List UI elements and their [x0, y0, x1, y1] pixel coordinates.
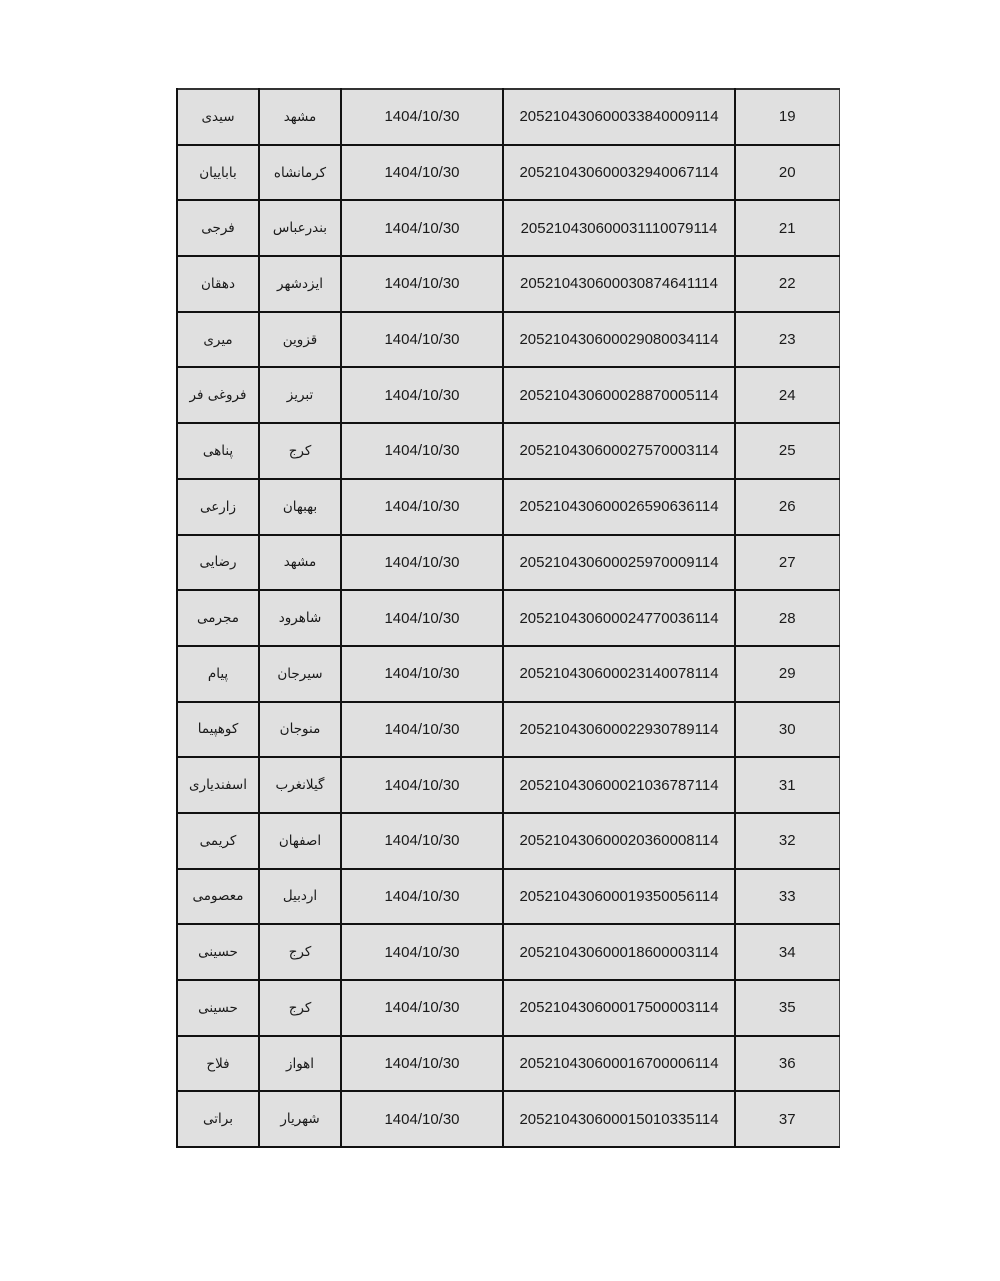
- table-row: [177, 1091, 839, 1147]
- table-row: [177, 312, 839, 368]
- city-cell: گیلانغرب: [259, 757, 341, 813]
- name-cell: حسینی: [177, 980, 259, 1036]
- table-row: [177, 145, 839, 201]
- index-cell: 21: [735, 200, 839, 256]
- table-row: [177, 367, 839, 423]
- name-cell: زارعی: [177, 479, 259, 535]
- city-cell: منوجان: [259, 702, 341, 758]
- city-cell: ایزدشهر: [259, 256, 341, 312]
- city-cell: قزوین: [259, 312, 341, 368]
- index-cell: 30: [735, 702, 839, 758]
- city-cell: بهبهان: [259, 479, 341, 535]
- table-row: [177, 980, 839, 1036]
- code-cell: 205210430600031110079114: [503, 200, 735, 256]
- table-row: [177, 479, 839, 535]
- code-cell: 205210430600016700006114: [503, 1036, 735, 1092]
- index-cell: 24: [735, 367, 839, 423]
- city-cell: کرج: [259, 980, 341, 1036]
- date-cell: 1404/10/30: [341, 869, 503, 925]
- index-cell: 22: [735, 256, 839, 312]
- date-cell: 1404/10/30: [341, 145, 503, 201]
- code-cell: 205210430600030874641114: [503, 256, 735, 312]
- date-cell: 1404/10/30: [341, 813, 503, 869]
- date-cell: 1404/10/30: [341, 590, 503, 646]
- date-cell: 1404/10/30: [341, 89, 503, 145]
- table-row: [177, 200, 839, 256]
- code-cell: 205210430600023140078114: [503, 646, 735, 702]
- records-table: [176, 88, 840, 1148]
- name-cell: مجرمی: [177, 590, 259, 646]
- table-row: [177, 702, 839, 758]
- name-cell: فلاح: [177, 1036, 259, 1092]
- name-cell: رضایی: [177, 535, 259, 591]
- city-cell: مشهد: [259, 535, 341, 591]
- date-cell: 1404/10/30: [341, 980, 503, 1036]
- name-cell: براتی: [177, 1091, 259, 1147]
- city-cell: تبریز: [259, 367, 341, 423]
- date-cell: 1404/10/30: [341, 256, 503, 312]
- name-cell: اسفندیاری: [177, 757, 259, 813]
- index-cell: 26: [735, 479, 839, 535]
- table-row: [177, 590, 839, 646]
- date-cell: 1404/10/30: [341, 423, 503, 479]
- city-cell: شهریار: [259, 1091, 341, 1147]
- table-row: [177, 924, 839, 980]
- table-row: [177, 869, 839, 925]
- date-cell: 1404/10/30: [341, 200, 503, 256]
- code-cell: 205210430600021036787114: [503, 757, 735, 813]
- city-cell: اهواز: [259, 1036, 341, 1092]
- city-cell: مشهد: [259, 89, 341, 145]
- name-cell: میری: [177, 312, 259, 368]
- name-cell: دهقان: [177, 256, 259, 312]
- date-cell: 1404/10/30: [341, 367, 503, 423]
- city-cell: کرج: [259, 423, 341, 479]
- city-cell: کرمانشاه: [259, 145, 341, 201]
- index-cell: 34: [735, 924, 839, 980]
- table-row: [177, 646, 839, 702]
- name-cell: معصومی: [177, 869, 259, 925]
- code-cell: 205210430600017500003114: [503, 980, 735, 1036]
- name-cell: پیام: [177, 646, 259, 702]
- code-cell: 205210430600020360008114: [503, 813, 735, 869]
- index-cell: 32: [735, 813, 839, 869]
- name-cell: پناهی: [177, 423, 259, 479]
- date-cell: 1404/10/30: [341, 702, 503, 758]
- table-row: [177, 757, 839, 813]
- date-cell: 1404/10/30: [341, 1036, 503, 1092]
- code-cell: 205210430600022930789114: [503, 702, 735, 758]
- table-row: [177, 535, 839, 591]
- name-cell: کوهپیما: [177, 702, 259, 758]
- index-cell: 37: [735, 1091, 839, 1147]
- code-cell: 205210430600024770036114: [503, 590, 735, 646]
- code-cell: 205210430600033840009114: [503, 89, 735, 145]
- index-cell: 35: [735, 980, 839, 1036]
- city-cell: اردبیل: [259, 869, 341, 925]
- code-cell: 205210430600026590636114: [503, 479, 735, 535]
- city-cell: بندرعباس: [259, 200, 341, 256]
- table-row: [177, 813, 839, 869]
- code-cell: 205210430600019350056114: [503, 869, 735, 925]
- date-cell: 1404/10/30: [341, 479, 503, 535]
- city-cell: سیرجان: [259, 646, 341, 702]
- date-cell: 1404/10/30: [341, 757, 503, 813]
- index-cell: 20: [735, 145, 839, 201]
- index-cell: 33: [735, 869, 839, 925]
- city-cell: کرج: [259, 924, 341, 980]
- code-cell: 205210430600027570003114: [503, 423, 735, 479]
- code-cell: 205210430600028870005114: [503, 367, 735, 423]
- name-cell: سیدی: [177, 89, 259, 145]
- city-cell: شاهرود: [259, 590, 341, 646]
- table-row: [177, 89, 839, 145]
- code-cell: 205210430600029080034114: [503, 312, 735, 368]
- date-cell: 1404/10/30: [341, 646, 503, 702]
- index-cell: 19: [735, 89, 839, 145]
- table-row: [177, 423, 839, 479]
- index-cell: 31: [735, 757, 839, 813]
- code-cell: 205210430600015010335114: [503, 1091, 735, 1147]
- date-cell: 1404/10/30: [341, 1091, 503, 1147]
- name-cell: حسینی: [177, 924, 259, 980]
- date-cell: 1404/10/30: [341, 924, 503, 980]
- date-cell: 1404/10/30: [341, 312, 503, 368]
- code-cell: 205210430600025970009114: [503, 535, 735, 591]
- index-cell: 29: [735, 646, 839, 702]
- name-cell: فروغی فر: [177, 367, 259, 423]
- index-cell: 23: [735, 312, 839, 368]
- table-row: [177, 1036, 839, 1092]
- table-row: [177, 256, 839, 312]
- name-cell: فرجی: [177, 200, 259, 256]
- index-cell: 27: [735, 535, 839, 591]
- index-cell: 36: [735, 1036, 839, 1092]
- date-cell: 1404/10/30: [341, 535, 503, 591]
- name-cell: باباییان: [177, 145, 259, 201]
- code-cell: 205210430600032940067114: [503, 145, 735, 201]
- index-cell: 28: [735, 590, 839, 646]
- code-cell: 205210430600018600003114: [503, 924, 735, 980]
- index-cell: 25: [735, 423, 839, 479]
- name-cell: کریمی: [177, 813, 259, 869]
- city-cell: اصفهان: [259, 813, 341, 869]
- records-table-body: [177, 89, 839, 1147]
